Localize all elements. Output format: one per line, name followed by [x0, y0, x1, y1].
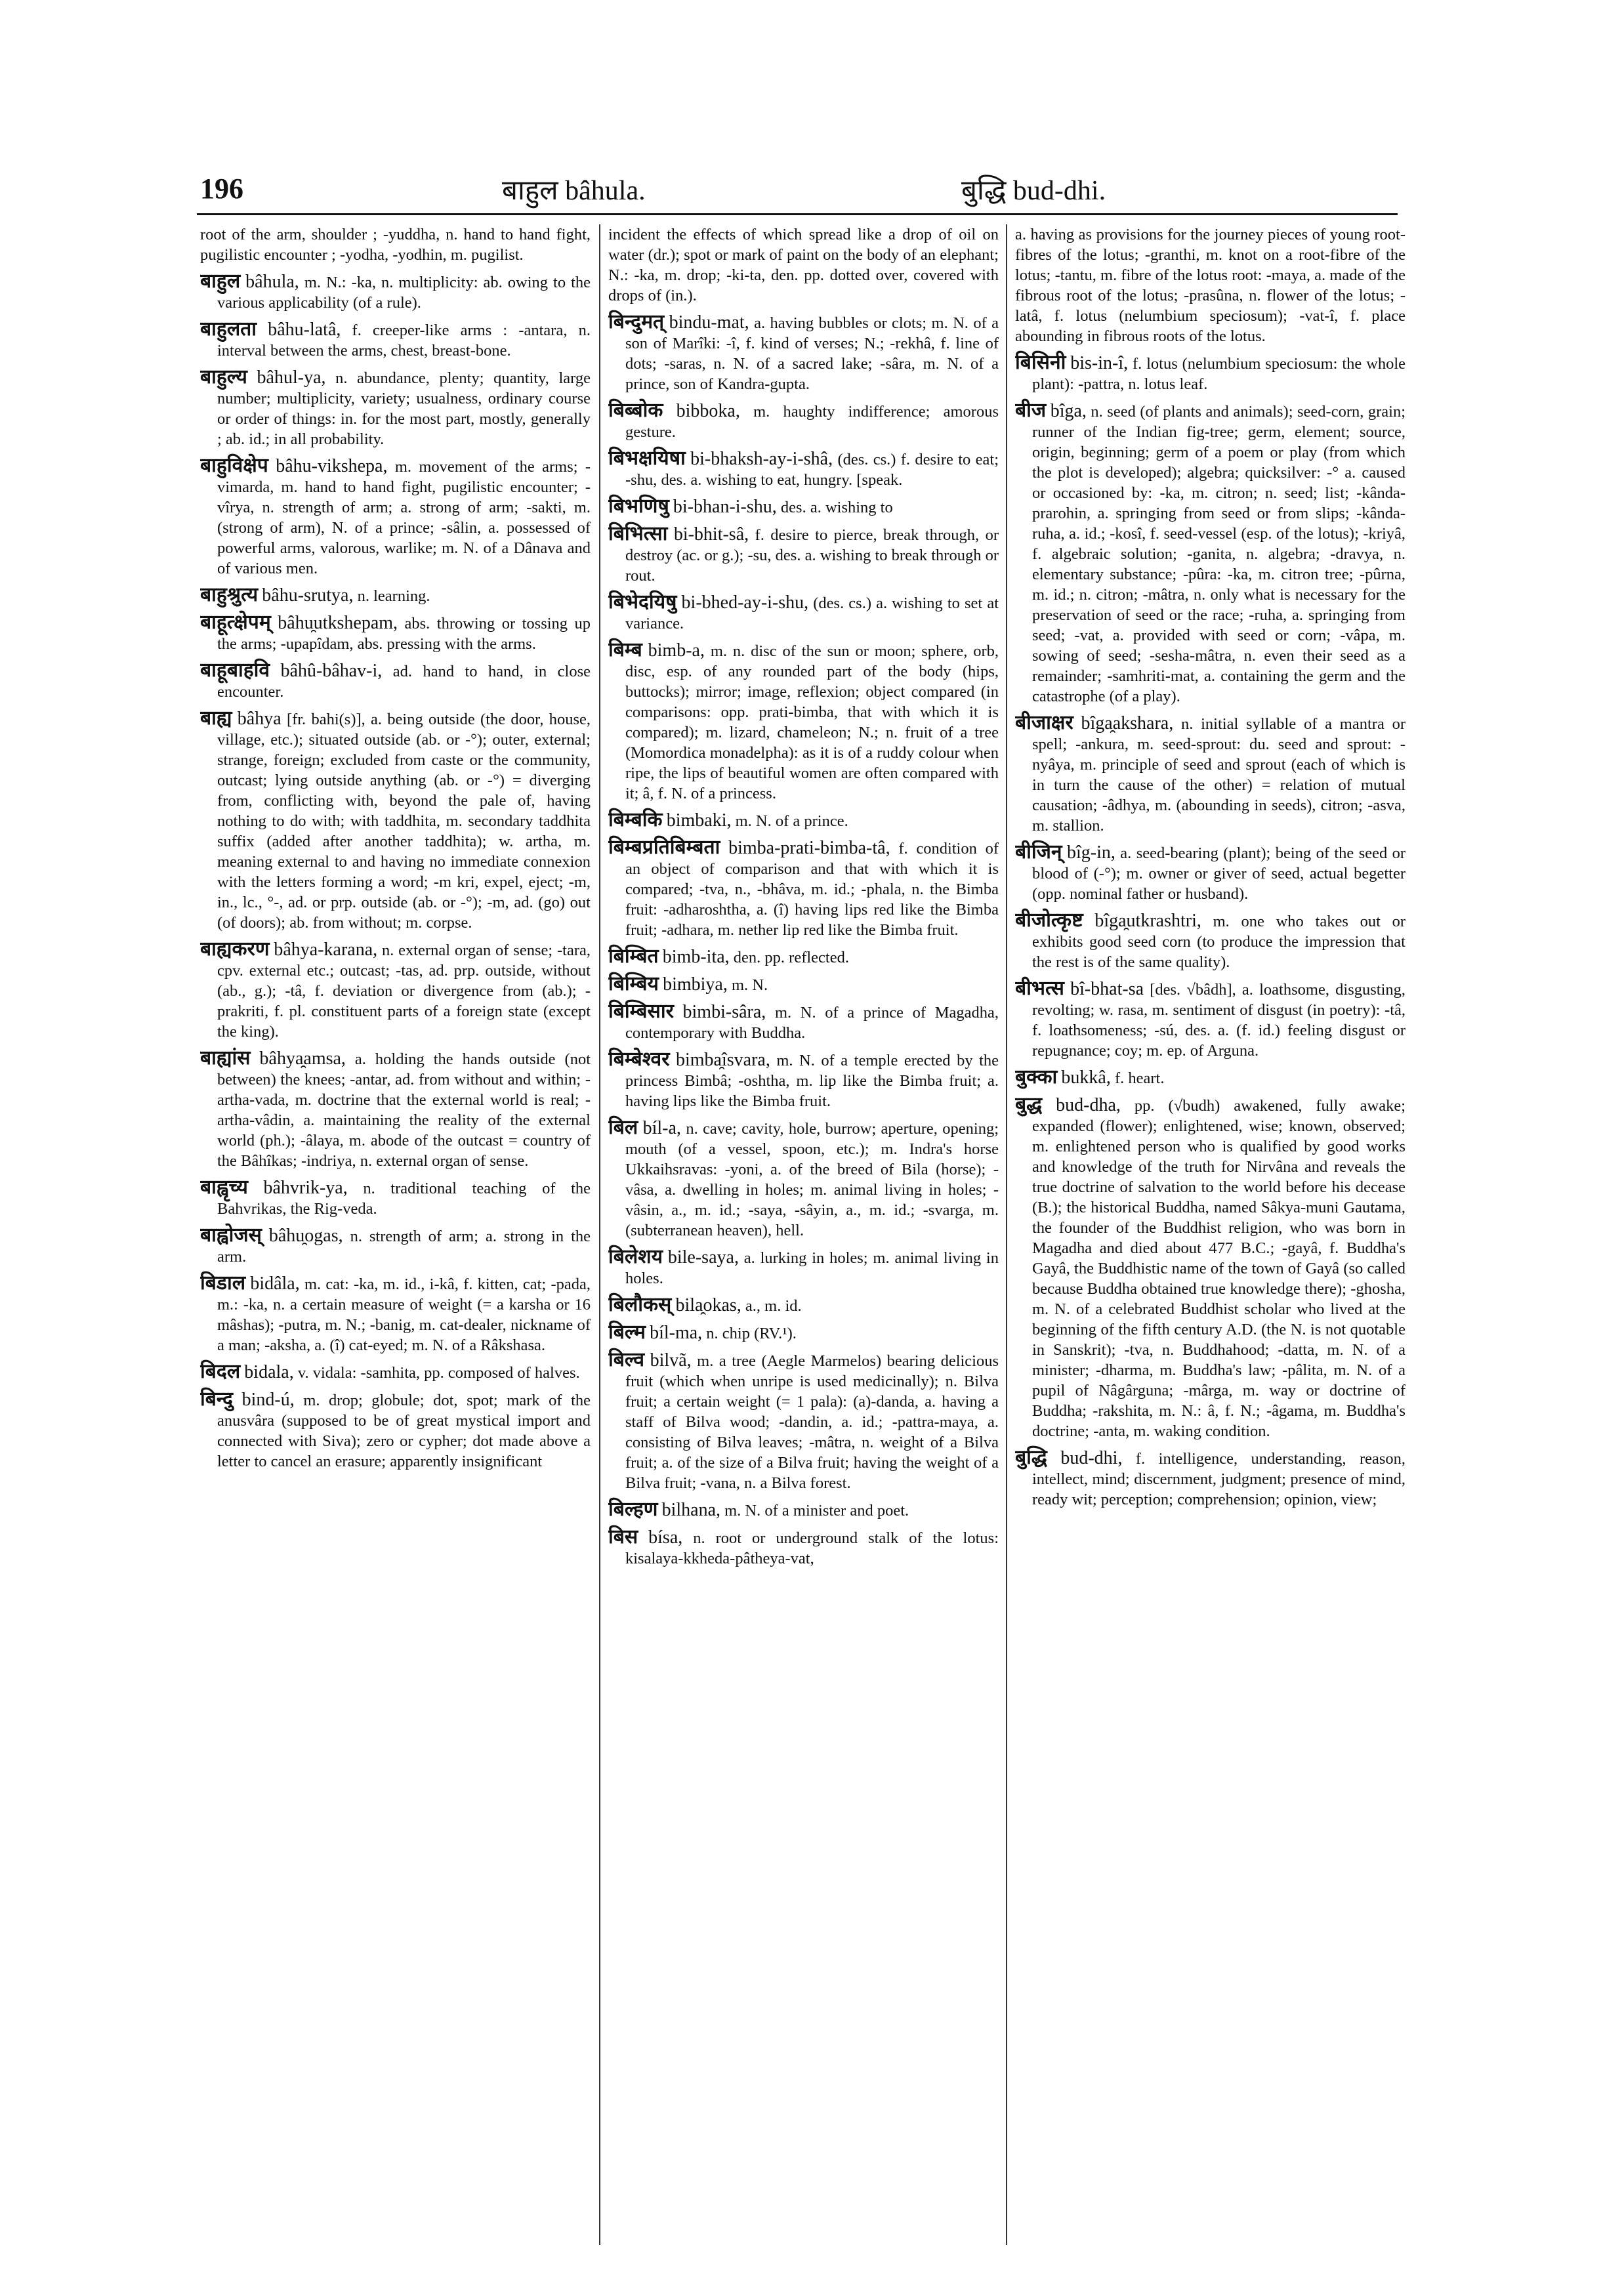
dictionary-entry	[608, 224, 999, 306]
entry-headword: बिलौकस्	[608, 1294, 672, 1315]
entry-definition: m. N. of a minister and poet.	[724, 1502, 909, 1520]
entry-headword: बिल्हण	[608, 1499, 658, 1520]
entry-definition: n. initial syllable of a mantra or spell; -ankura, m. seed-sprout: du. seed and sprout: -nyâya, m. principle of seed and sprout (each of which is in turn the cause of the other) = relation of mutual causation; -âdhya, m. (abounding in seeds), citron; -asva, m. stallion.	[1032, 715, 1405, 835]
dictionary-entry	[608, 837, 999, 940]
entry-headword: बिम्बिसार	[608, 1001, 674, 1022]
entry-headword: बाहूत्क्षेपम्	[200, 611, 271, 633]
column-2	[608, 224, 999, 2245]
dictionary-entry	[200, 1177, 591, 1219]
entry-headword: बाह्यांस	[200, 1047, 251, 1069]
entry-definition: n. strength of arm; a. strong in the arm.	[217, 1228, 591, 1266]
entry-definition: incident the effects of which spread like a drop of oil on water (dr.); spot or mark of paint on the body of an elephant; N.: -ka, m. drop; -ki-ta, den. pp. dotted over, covered with drops of (in.).	[608, 226, 999, 304]
dictionary-entry	[200, 708, 591, 933]
entry-headword: बिडाल	[200, 1272, 246, 1294]
dictionary-entry	[608, 1350, 999, 1493]
dictionary-entry	[1015, 713, 1405, 836]
dictionary-entry	[608, 1499, 999, 1521]
dictionary-entry	[608, 810, 999, 831]
entry-transliteration: bâhu-vikshepa,	[276, 456, 388, 476]
entry-definition: f. condition of an object of comparison and that with which it is compared; -tva, n., -bhâva, m. id.; -phala, n. the Bimba fruit: -adharoshtha, a. (î) having lips red like the Bimba fruit; -adhara, m. nether lip red like the Bimba fruit.	[625, 840, 999, 939]
entry-definition: ad. hand to hand, in close encounter.	[217, 663, 591, 701]
entry-headword: बिदल	[200, 1361, 241, 1382]
entry-transliteration: bâhu̯utkshepam,	[278, 613, 398, 633]
entry-transliteration: bi-bhan-i-shu,	[673, 497, 777, 517]
entry-headword: बाहुलता	[200, 318, 257, 340]
entry-headword: बिसिनी	[1015, 352, 1066, 373]
entry-definition: m. cat: -ka, m. id., i-kâ, f. kitten, cat; -pada, m.: -ka, n. a certain measure of weight (= a karsha or 16 mâshas); -putra, m. N.; -banig, m. cat-dealer, nickname of a man; -aksha, a. (î) cat-eyed; m. N. of a Râkshasa.	[217, 1275, 591, 1354]
entry-definition: (des. cs.) f. desire to eat; -shu, des. a. wishing to eat, hungry. [speak.	[625, 451, 999, 489]
entry-definition: f. desire to pierce, break through, or destroy (ac. or g.); -su, des. a. wishing to break through or rout.	[625, 526, 999, 585]
entry-headword: बाहुल्य	[200, 366, 247, 388]
dictionary-entry	[608, 524, 999, 586]
entry-transliteration: bâhvrik-ya,	[263, 1178, 348, 1198]
entry-headword: बुद्ध	[1015, 1094, 1043, 1115]
entry-definition: n. seed (of plants and animals); seed-corn, grain; runner of the Indian fig-tree; germ, element; source, origin, beginning; germ of a poem or play (from which the plot is developed); algebra; quicksilver: -° a. caused or occasioned by: -ka, m. citron; n. seed; list; -kânda-prarohin, a. springing from seed or from slips; -kânda-ruha, a. id.; -kosî, f. seed-vessel (esp. of the lotus); -kriyâ, f. algebraic solution; -ganita, n. algebra; -dravya, n. elementary substance; -pûra: -ka, m. citron tree; -pûrna, m. id.; n. citron; -mâtra, n. only what is necessary for the preservation of seed or the race; -ruha, a. springing from seed; -vat, a. provided with seed or corn; -vâpa, m. sowing of seed; -sesha-mâtra, n. even their seed as a remainder; -samhriti-mat, a. containing the germ and the catastrophe (of a play).	[1032, 403, 1405, 705]
dictionary-entry	[200, 1225, 591, 1267]
dictionary-entry	[608, 448, 999, 490]
entry-headword: बीजोत्कृष्ट	[1015, 909, 1083, 931]
entry-transliteration: bilhana,	[661, 1500, 720, 1520]
entry-definition: a. having as provisions for the journey pieces of young root-fibres of the lotus; -granthi, m. knot on a root-fibre of the lotus; -tantu, m. fibre of the lotus root: -maya, a. made of the fibrous root of the lotus; -prasûna, n. flower of the lotus; -latâ, f. lotus (nelumbium speciosum); -vat-î, f. place abounding in fibrous roots of the lotus.	[1015, 226, 1405, 345]
entry-transliteration: bis-in-î,	[1070, 353, 1129, 373]
entry-definition: f. lotus (nelumbium speciosum: the whole plant): -pattra, n. lotus leaf.	[1032, 355, 1405, 393]
entry-headword: बीभत्स	[1015, 978, 1064, 999]
dictionary-entry	[608, 974, 999, 995]
dictionary-entry	[200, 455, 591, 579]
dictionary-entry	[1015, 978, 1405, 1061]
entry-definition: n. learning.	[357, 587, 430, 605]
dictionary-entry	[200, 319, 591, 361]
entry-transliteration: bâhula,	[245, 272, 299, 292]
entry-headword: बिम्बप्रतिबिम्बता	[608, 837, 720, 858]
dictionary-entry	[1015, 910, 1405, 972]
entry-definition: n. external organ of sense; -tara, cpv. external etc.; outcast; -tas, ad. prp. outside, without (ab., g.); -tâ, f. deviation or divergence from (ab.); -prakriti, f. pl. constituent parts of a foreign state (except the king).	[217, 941, 591, 1041]
entry-headword: बीज	[1015, 400, 1047, 421]
entry-transliteration: bimbaki,	[666, 810, 732, 831]
entry-definition: m. N.	[731, 976, 768, 994]
dictionary-entry	[1015, 352, 1405, 394]
entry-transliteration: bísa,	[648, 1527, 683, 1548]
entry-transliteration: bilvã,	[650, 1350, 692, 1371]
dictionary-entry	[200, 224, 591, 265]
entry-definition: n. traditional teaching of the Bahvrikas, the Rig-veda.	[217, 1180, 591, 1218]
entry-headword: बिस	[608, 1526, 638, 1548]
entry-transliteration: bibboka,	[676, 401, 740, 421]
dictionary-entry	[200, 939, 591, 1042]
entry-definition: m. one who takes out or exhibits good seed corn (to produce the impression that the rest is of the same quality).	[1032, 913, 1405, 971]
entry-transliteration: bîg-in,	[1067, 842, 1115, 863]
dictionary-entry	[1015, 842, 1405, 904]
entry-transliteration: bâhu̯ogas,	[268, 1226, 343, 1246]
entry-transliteration: bila̯okas,	[675, 1295, 741, 1315]
dictionary-entry	[608, 1117, 999, 1241]
entry-transliteration: bîga,	[1050, 401, 1087, 421]
dictionary-entry	[608, 1322, 999, 1344]
entry-headword: बाह्य	[200, 707, 232, 729]
entry-definition: m. n. disc of the sun or moon; sphere, orb, disc, esp. of any rounded part of the body (hips, buttocks); mirror; image, reflexion; object compared (in comparisons: opp. prati-bimba, that with which it is compared); m. lizard, chameleon; N.; n. fruit of a tree (Momordica monadelpha): as it is of a ruddy colour when ripe, the lips of beautiful women are often compared with it; â, f. N. of a princess.	[625, 642, 999, 802]
entry-transliteration: bidala,	[244, 1362, 294, 1382]
entry-definition: [fr. bahi(s)], a. being outside (the door, house, village, etc.); situated outside (ab. or -°); outer, external; strange, foreign; excluded from caste or the community, outcast; lying outside anything (ab. or -°) = diverging from, conflicting with, beyond the pale of, having nothing to do with; with taddhita, m. secondary taddhita suffix (added after another taddhita); w. artha, m. meaning external to and having no immediate connexion with the letters forming a word; -m kri, expel, eject; -m, in., lc., °-, ad. or prp. outside (ab. or -°); -m, ad. (go) out (of doors); ab. from without; m. corpse.	[217, 711, 591, 932]
dictionary-entry	[608, 640, 999, 804]
dictionary-entry	[608, 400, 999, 442]
entry-definition: m. a tree (Aegle Marmelos) bearing delicious fruit (which when unripe is used medicinally); n. Bilva fruit; a certain weight (= 1 pala): (a)-danda, a. having a staff of Bilva wood; -dandin, a. id.; -pattra-maya, a. consisting of Bilva leaves; -mâtra, n. weight of a Bilva fruit; a. of the size of a Bilva fruit; having the weight of a Bilva fruit; -vana, n. a Bilva forest.	[625, 1352, 999, 1492]
page-number: 196	[200, 173, 243, 205]
entry-headword: बिल	[608, 1117, 638, 1138]
entry-transliteration: bi-bhed-ay-i-shu,	[681, 592, 809, 613]
entry-headword: बिल्म	[608, 1321, 646, 1343]
entry-definition: f. intelligence, understanding, reason, intellect, mind; discernment, judgment; presence of mind, ready wit; perception; comprehension; opinion, view;	[1032, 1450, 1405, 1508]
entry-headword: बिन्दुमत्	[608, 311, 665, 333]
entry-headword: बाह्यकरण	[200, 938, 270, 960]
entry-definition: f. creeper-like arms : -antara, n. interval between the arms, chest, breast-bone.	[217, 321, 591, 360]
entry-transliteration: bimba-prati-bimba-tâ,	[728, 838, 890, 858]
entry-transliteration: bâhya̯amsa,	[259, 1048, 346, 1069]
entry-headword: बिभित्सा	[608, 523, 668, 545]
entry-headword: बिभक्षयिषा	[608, 447, 686, 469]
dictionary-entry	[200, 1389, 591, 1472]
entry-headword: बाह्वृच्य	[200, 1176, 248, 1198]
entry-definition: v. vidala: -samhita, pp. composed of halves.	[297, 1364, 580, 1382]
entry-definition: m. N. of a prince of Magadha, contemporary with Buddha.	[625, 1004, 999, 1042]
header-rule	[197, 213, 1398, 215]
entry-definition: root of the arm, shoulder ; -yuddha, n. hand to hand fight, pugilistic encounter ; -yodha, -yodhin, m. pugilist.	[200, 226, 591, 264]
entry-definition: a. holding the hands outside (not between) the knees; -antar, ad. from without and within; -artha-vada, m. doctrine that the external world is real; -artha-vâdin, a. maintaining the reality of the external world (ph.); -âlaya, m. abode of the outcast = country of the Bâhîkas; -indriya, n. external organ of sense.	[217, 1050, 591, 1170]
entry-headword: बिम्ब	[608, 639, 642, 661]
entry-headword: बाहुश्रुत्य	[200, 584, 259, 606]
entry-transliteration: bâhya	[237, 709, 281, 729]
entry-transliteration: bimbiya,	[663, 974, 728, 995]
dictionary-entry	[608, 1247, 999, 1289]
entry-headword: बाहुविक्षेप	[200, 455, 268, 476]
entry-headword: बिल्व	[608, 1349, 645, 1371]
entry-transliteration: bind-ú,	[241, 1390, 295, 1410]
entry-transliteration: bi-bhit-sâ,	[673, 524, 749, 545]
entry-transliteration: bimba̯îsvara,	[676, 1050, 770, 1070]
entry-transliteration: bâhu-latâ,	[268, 320, 341, 340]
entry-transliteration: bile-saya,	[667, 1247, 739, 1268]
entry-headword: बिम्बेश्वर	[608, 1048, 670, 1070]
entry-definition: m. N.: -ka, n. multiplicity: ab. owing to the various applicability (of a rule).	[217, 274, 591, 312]
entry-headword: बिभेदयिषु	[608, 591, 677, 613]
entry-headword: बीजाक्षर	[1015, 712, 1073, 734]
entry-headword: बिन्दु	[200, 1388, 234, 1410]
entry-definition: des. a. wishing to	[780, 499, 893, 516]
entry-headword: बाह्वोजस्	[200, 1224, 262, 1246]
entry-definition: n. root or underground stalk of the lotus: kisalaya-kkheda-pâtheya-vat,	[625, 1529, 999, 1567]
dictionary-entry	[1015, 224, 1405, 346]
dictionary-entry	[608, 1001, 999, 1043]
entry-transliteration: bâhya-karana,	[274, 940, 378, 960]
entry-headword: बाहूबाहवि	[200, 659, 270, 681]
entry-transliteration: bâhu-srutya,	[262, 585, 354, 606]
dictionary-entry	[608, 496, 999, 518]
entry-definition: a. having bubbles or clots; m. N. of a son of Marîki: -î, f. kind of verses; N.; -rekhâ, f. line of dots; -saras, n. N. of a sacred lake; -sâra, m. N. of a prince, son of Kandra-gupta.	[625, 314, 999, 393]
dictionary-entry	[608, 1527, 999, 1569]
entry-transliteration: bimbi-sâra,	[682, 1002, 766, 1022]
left-running-head: बाहुल bâhula.	[502, 176, 646, 206]
entry-transliteration: bukkâ,	[1061, 1067, 1111, 1088]
entry-transliteration: bîga̯utkrashtri,	[1094, 911, 1201, 931]
entry-transliteration: bindu-mat,	[669, 312, 749, 333]
dictionary-entry	[608, 592, 999, 634]
entry-headword: बिलेशय	[608, 1246, 663, 1268]
entry-headword: बिभणिषु	[608, 495, 669, 517]
entry-transliteration: bâhul-ya,	[257, 367, 326, 388]
entry-definition: a. seed-bearing (plant); being of the seed or blood of (-°); m. owner or giver of seed, actual begetter (opp. nominal father or husband).	[1032, 844, 1405, 903]
entry-headword: बीजिन्	[1015, 841, 1062, 863]
entry-definition: n. cave; cavity, hole, burrow; aperture, opening; mouth (of a vessel, spoon, etc.); m. Indra's horse Ukkaihsravas: -yoni, a. of the breed of Bila (horse); -vâsa, a. dwelling in holes; m. animal living in holes; -vâsin, a., m. id.; -saya, -sâyin, a., m. id.; -svarga, m. (subterranean heaven), hell.	[625, 1120, 999, 1239]
entry-transliteration: bud-dhi,	[1060, 1448, 1123, 1468]
entry-headword: बिम्बकि	[608, 809, 663, 831]
entry-transliteration: bi-bhaksh-ay-i-shâ,	[690, 449, 833, 469]
dictionary-entry	[200, 585, 591, 606]
column-1	[200, 224, 591, 2245]
page-header	[200, 169, 1394, 215]
entry-transliteration: bimb-ita,	[662, 947, 730, 967]
entry-transliteration: bî-bhat-sa	[1070, 979, 1144, 999]
dictionary-entry	[1015, 1094, 1405, 1441]
entry-definition: a. lurking in holes; m. animal living in holes.	[625, 1249, 999, 1287]
entry-definition: n. chip (RV.¹).	[706, 1325, 797, 1342]
entry-definition: m. N. of a temple erected by the princess Bimbâ; -oshtha, m. lip like the Bimba fruit; a. having lips like the Bimba fruit.	[625, 1052, 999, 1110]
dictionary-entry	[200, 660, 591, 702]
entry-definition: m. movement of the arms; -vimarda, m. hand to hand fight, pugilistic encounter; -vîrya, n. strength of arm; a. strong of arm; -sakti, m. (strong of arm), N. of a prince; -sâlin, a. possessed of powerful arms, valorous, warlike; m. N. of a Dânava and of various men.	[217, 458, 591, 577]
entry-transliteration: bíl-a,	[642, 1118, 681, 1138]
dictionary-entry	[200, 367, 591, 449]
entry-definition: pp. (√budh) awakened, fully awake; expanded (flower); enlightened, wise; known, observed; m. enlightened person who is qualified by good works and knowledge of the truth for Nirvâna and reveals the true doctrine of salvation to the world before his decease (B.); the historical Buddha, named Sâkya-muni Gautama, the founder of the Buddhist religion, who was born in Magadha and died about 477 B.C.; -gayâ, f. Buddha's Gayâ, the Buddhistic name of the town of Gayâ (so called because Buddha obtained true knowledge there); -ghosha, m. N. of a celebrated Buddhist scholar who lived at the beginning of the fifth century A.D. (the N. is not quotable in Sanskrit); -tva, n. Buddhahood; -datta, m. N. of a minister; -dharma, m. Buddha's law; -pâlita, m. N. of a pupil of Nâgârguna; -mârga, m. way or doctrine of Buddha; -rakshita, m. N.: â, f. N.; -âgama, m. Buddha's doctrine; -anta, m. waking condition.	[1032, 1097, 1405, 1440]
entry-transliteration: bidâla,	[250, 1273, 300, 1294]
entry-transliteration: bâhû-bâhav-i,	[280, 661, 383, 681]
entry-headword: बिब्बोक	[608, 400, 663, 421]
entry-transliteration: bud-dha,	[1056, 1095, 1121, 1115]
entry-headword: बाहुल	[200, 270, 241, 292]
entry-definition: a., m. id.	[745, 1297, 802, 1315]
entry-definition: [des. √bâdh], a. loathsome, disgusting, revolting; w. rasa, m. sentiment of disgust (in poetry): -tâ, f. loathsomeness; -sú, des. a. (f. id.) feeling disgust or repugnance; coy; m. ep. of Arguna.	[1032, 981, 1405, 1060]
dictionary-entry	[1015, 400, 1405, 707]
entry-definition: m. haughty indifference; amorous gesture.	[625, 403, 999, 441]
entry-definition: (des. cs.) a. wishing to set at variance.	[625, 594, 999, 632]
dictionary-entry	[200, 1048, 591, 1171]
entry-transliteration: bimb-a,	[648, 640, 705, 661]
entry-definition: den. pp. reflected.	[733, 949, 849, 966]
entry-definition: m. drop; globule; dot, spot; mark of the anusvâra (supposed to be of great mystical import and connected with Siva); zero or cypher; dot made above a letter to cancel an erasure; apparently insignificant	[217, 1392, 591, 1470]
entry-definition: f. heart.	[1114, 1069, 1165, 1087]
column-divider	[599, 224, 600, 2245]
dictionary-entry	[200, 1273, 591, 1355]
entry-headword: बुक्का	[1015, 1066, 1058, 1088]
entry-headword: बिम्बित	[608, 945, 659, 967]
dictionary-entry	[608, 312, 999, 394]
entry-headword: बुद्धि	[1015, 1447, 1047, 1468]
entry-transliteration: bîga̯akshara,	[1081, 713, 1174, 734]
dictionary-entry	[200, 1361, 591, 1383]
dictionary-entry	[200, 271, 591, 313]
right-running-head: बुद्धि bud-dhi.	[961, 176, 1106, 206]
column-divider	[1006, 224, 1007, 2245]
dictionary-entry	[608, 1294, 999, 1316]
dictionary-entry	[1015, 1447, 1405, 1510]
dictionary-entry	[1015, 1067, 1405, 1088]
entry-headword: बिम्बिय	[608, 973, 659, 995]
dictionary-entry	[608, 946, 999, 968]
dictionary-entry	[608, 1049, 999, 1111]
entry-definition: m. N. of a prince.	[735, 812, 848, 830]
entry-definition: abs. throwing or tossing up the arms; -upapîdam, abs. pressing with the arms.	[217, 615, 591, 653]
entry-transliteration: bíl-ma,	[650, 1323, 703, 1343]
dictionary-entry	[200, 612, 591, 654]
column-3	[1015, 224, 1405, 2245]
entry-definition: n. abundance, plenty; quantity, large number; multiplicity, variety; usualness, ordinary course or order of things: in. for the most part, mostly, generally ; ab. id.; in all probability.	[217, 369, 591, 448]
